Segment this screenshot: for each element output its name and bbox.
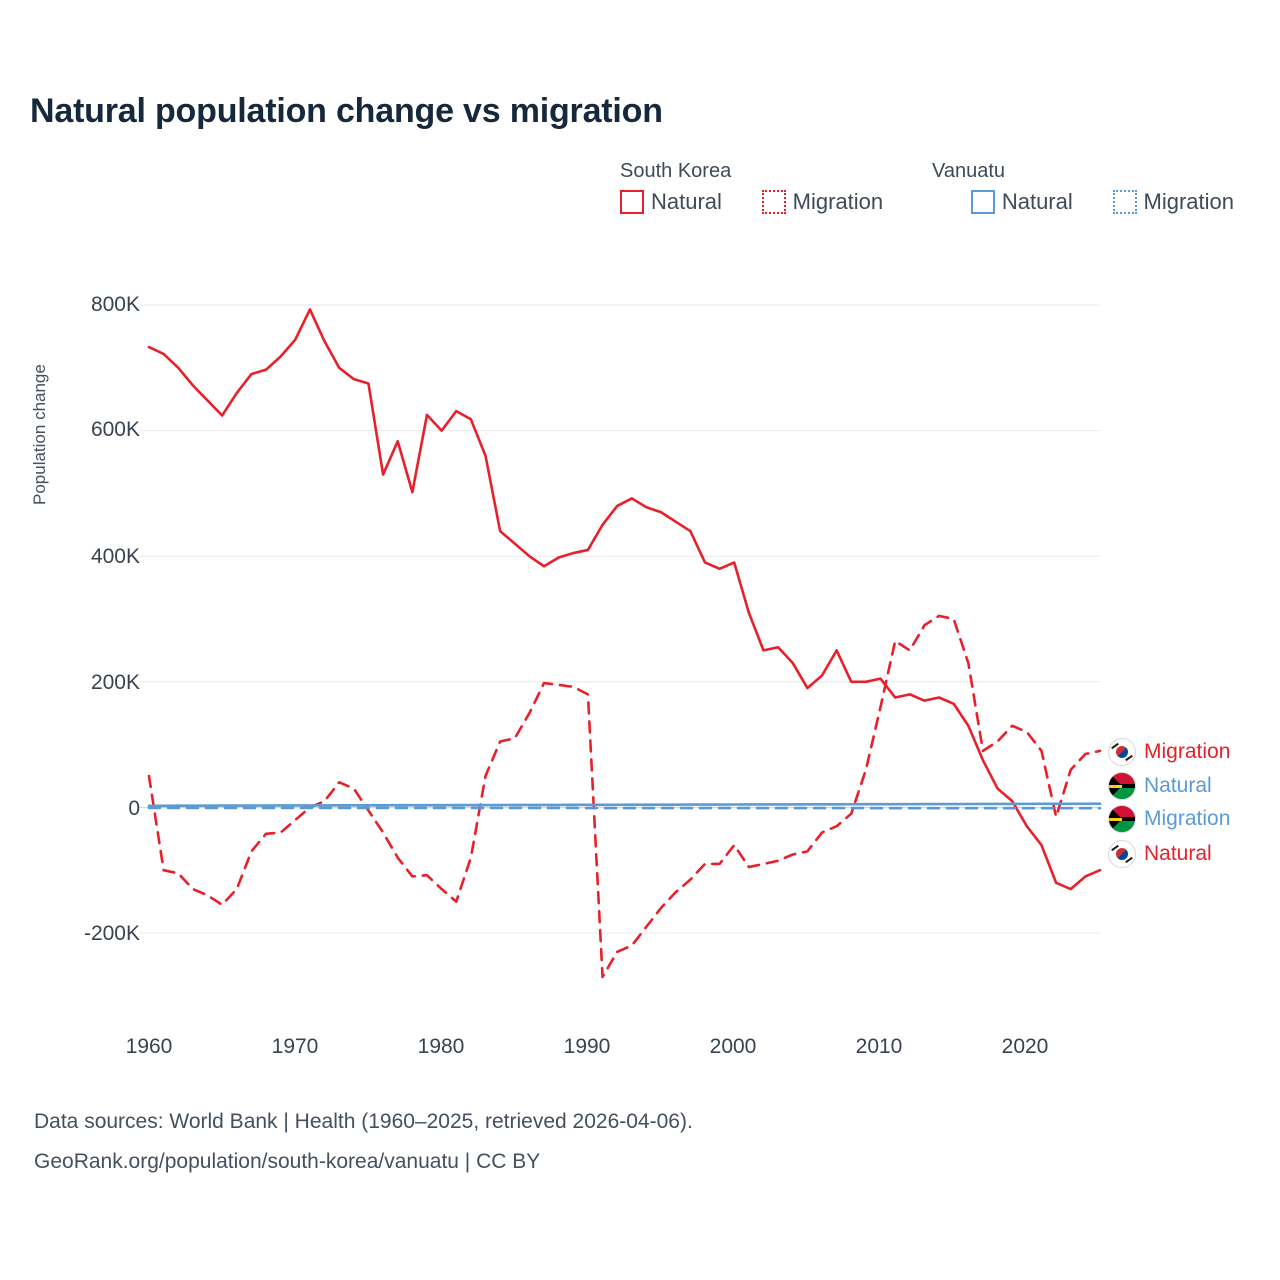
x-tick-label: 1970: [271, 1035, 319, 1058]
x-tick-label: 2000: [709, 1035, 757, 1058]
y-tick-label: 0: [128, 797, 140, 820]
vu-flag-icon: [1108, 772, 1136, 800]
y-tick-label: -200K: [83, 922, 140, 945]
end-label-text: Migration: [1144, 740, 1231, 763]
legend-label: Natural: [1001, 189, 1073, 214]
kr-flag-icon: [1108, 738, 1136, 766]
x-tick-label: 2020: [1001, 1035, 1049, 1058]
end-label-text: Natural: [1144, 842, 1212, 865]
legend-country-vanuatu: Vanuatu: [932, 160, 1006, 182]
page-title: Natural population change vs migration: [30, 92, 663, 130]
y-axis-label: Population change: [30, 364, 49, 505]
end-label-text: Natural: [1144, 774, 1212, 797]
end-label-sk-natural: [1108, 840, 1212, 868]
legend-country-south-korea: South Korea: [620, 160, 732, 182]
footer-data-sources: Data sources: World Bank | Health (1960–2025, retrieved 2026-04-06).: [34, 1110, 693, 1133]
end-label-vu-migration: [1108, 805, 1230, 833]
legend-label: Migration: [792, 189, 884, 214]
legend-label: Migration: [1143, 189, 1234, 214]
legend-label: Natural: [651, 189, 722, 214]
y-tick-label: 800K: [90, 293, 140, 316]
x-tick-label: 1980: [417, 1035, 465, 1058]
x-tick-label: 2010: [855, 1035, 903, 1058]
end-label-sk-migration: [1108, 738, 1230, 766]
x-tick-label: 1990: [563, 1035, 611, 1058]
kr-flag-icon: [1108, 840, 1136, 868]
end-label-text: Migration: [1144, 807, 1231, 830]
y-tick-label: 400K: [90, 545, 140, 568]
vu-flag-icon: [1108, 805, 1136, 833]
y-tick-label: 200K: [90, 671, 140, 694]
y-tick-label: 600K: [90, 418, 140, 441]
x-tick-label: 1960: [125, 1035, 173, 1058]
end-label-vu-natural: [1108, 772, 1212, 800]
footer-attribution: GeoRank.org/population/south-korea/vanuatu | CC BY: [34, 1150, 541, 1173]
